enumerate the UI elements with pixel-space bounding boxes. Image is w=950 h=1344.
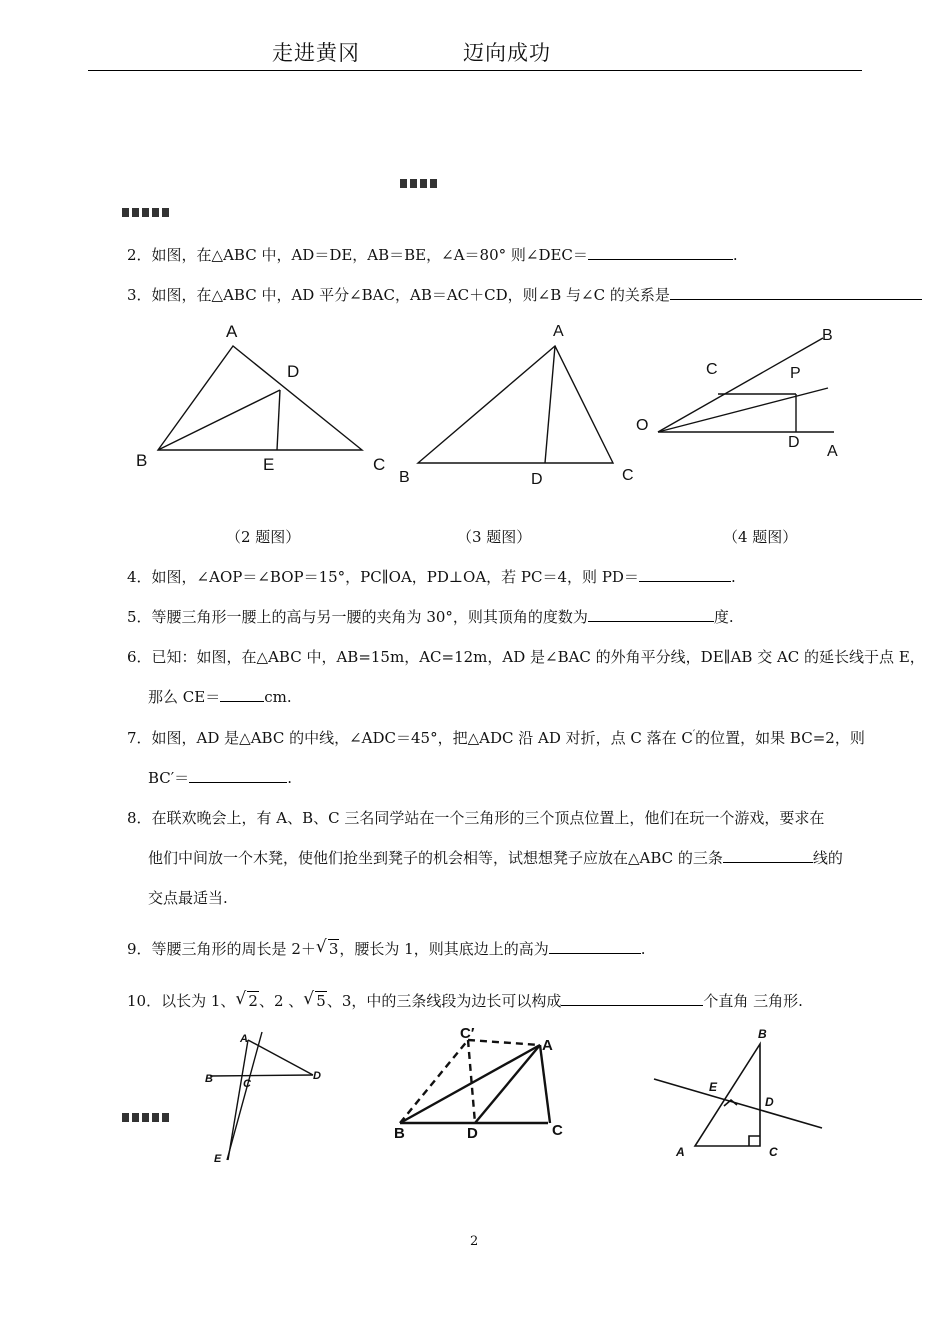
- q9-answer-blank[interactable]: [549, 939, 641, 954]
- header-rule: [88, 70, 862, 71]
- fig7-label-d: D: [467, 1125, 478, 1142]
- q8-text-b: 线的: [812, 849, 843, 867]
- question-8-line-2: [148, 847, 843, 868]
- q4-end: .: [730, 568, 736, 586]
- q7-answer-blank[interactable]: [189, 768, 287, 783]
- q2-answer-blank[interactable]: [588, 245, 733, 260]
- figure-2: [158, 346, 362, 450]
- question-3: [127, 284, 922, 305]
- fig8-label-d: D: [765, 1095, 774, 1109]
- fig6-label-d: D: [313, 1070, 321, 1082]
- figure-7: [400, 1040, 550, 1123]
- figure-4: [658, 338, 834, 432]
- question-7-line-2: [148, 767, 292, 788]
- q7-text-2: BC′＝: [148, 769, 190, 787]
- q9-end: .: [640, 940, 646, 958]
- figure-2-labels: [136, 322, 385, 474]
- figures-row-1: [0, 310, 950, 510]
- page-number: 2: [470, 1234, 479, 1249]
- q9-text-a: 9．等腰三角形的周长是 2＋: [127, 940, 316, 958]
- fig7-label-b: B: [394, 1125, 405, 1142]
- q8-text-a: 他们中间放一个木凳，使他们抢坐到凳子的机会相等，试想想凳子应放在△ABC 的三条: [148, 849, 723, 867]
- fig6-label-a: A: [240, 1033, 248, 1045]
- question-4: [127, 566, 736, 587]
- question-9: [127, 938, 646, 959]
- question-2: [127, 244, 738, 265]
- sqrt-2-radicand: 2: [248, 992, 258, 1010]
- question-8-line-1: 8．在联欢晚会上，有 A、B、C 三名同学站在一个三角形的三个顶点位置上，他们在玩一个游戏，要求在: [127, 809, 825, 827]
- q2-end: .: [732, 246, 738, 264]
- header-left: 走进黄冈: [272, 41, 360, 65]
- figures-row-2: [0, 1020, 950, 1170]
- question-10: [127, 990, 803, 1011]
- q7-text-a: 7．如图，AD 是△ABC 的中线，∠ADC＝45°，把△ADC 沿 AD 对折，点 C 落在 C: [127, 729, 693, 747]
- q5-end: 度.: [713, 608, 734, 626]
- fig2-label-a: A: [226, 322, 238, 341]
- fig7-label-c: C: [552, 1122, 563, 1139]
- q4-answer-blank[interactable]: [639, 567, 731, 582]
- q10-text-a: 10．以长为 1、: [127, 992, 236, 1010]
- fig7-label-c-prime: C′: [460, 1025, 475, 1042]
- q6-answer-blank[interactable]: [220, 687, 264, 702]
- q10-text-d: 个直角 三角形.: [703, 992, 803, 1010]
- question-6-line-1: 6．已知：如图，在△ABC 中，AB=15m，AC=12m，AD 是∠BAC 的外角平分线，DE∥AB 交 AC 的延长线于点 E，: [127, 648, 925, 666]
- q10-text-b: 、2 、: [258, 992, 304, 1010]
- q8-answer-blank[interactable]: [723, 848, 813, 863]
- q7-end: .: [287, 769, 292, 787]
- figure-6-labels: [205, 1033, 321, 1165]
- figure-6: [210, 1032, 313, 1160]
- fig2-caption: （2 题图）: [226, 528, 301, 546]
- fig6-label-b: B: [205, 1073, 213, 1085]
- figure-8: [654, 1044, 822, 1146]
- fig6-label-e: E: [214, 1153, 222, 1165]
- fig7-label-a: A: [542, 1037, 553, 1054]
- fig2-label-b: B: [136, 451, 148, 470]
- fig3-caption: （3 题图）: [457, 528, 532, 546]
- fig3-label-d: D: [531, 471, 543, 488]
- fig8-label-c: C: [769, 1145, 778, 1159]
- figure-8-labels: [675, 1027, 778, 1159]
- fig4-label-p: P: [790, 365, 801, 382]
- figure-3: [418, 346, 613, 463]
- question-8-line-3: 交点最适当.: [148, 889, 228, 907]
- fig4-label-d: D: [788, 434, 800, 451]
- header-right: 迈向成功: [463, 41, 551, 65]
- q10-answer-blank[interactable]: [561, 991, 703, 1006]
- q2-text: 2．如图，在△ABC 中，AD＝DE，AB＝BE，∠A＝80° 则∠DEC＝: [127, 246, 588, 264]
- sqrt-2: √ 2: [235, 989, 258, 1010]
- section-title: [400, 175, 440, 191]
- q4-text: 4．如图，∠AOP＝∠BOP＝15°，PC∥OA，PD⊥OA，若 PC＝4，则 PD＝: [127, 568, 639, 586]
- q6-text-a: 那么 CE＝: [148, 688, 221, 706]
- sqrt-3-radicand: 3: [328, 940, 339, 958]
- fig4-label-o: O: [636, 417, 649, 434]
- fig3-label-c: C: [622, 467, 634, 484]
- figure-7-labels: [394, 1025, 563, 1142]
- question-6-line-2: [148, 686, 292, 707]
- question-5: [127, 606, 734, 627]
- q5-text: 5．等腰三角形一腰上的高与另一腰的夹角为 30°，则其顶角的度数为: [127, 608, 588, 626]
- sqrt-5-radicand: 5: [316, 992, 326, 1010]
- fig2-label-e: E: [263, 455, 275, 474]
- fig4-label-c: C: [706, 361, 718, 378]
- q7-prime: ′: [692, 729, 696, 740]
- sqrt-3: √ 3: [315, 937, 339, 958]
- fig4-label-b: B: [822, 327, 833, 344]
- q5-answer-blank[interactable]: [588, 607, 714, 622]
- part-label-1: [122, 204, 172, 220]
- fig3-label-b: B: [399, 469, 410, 486]
- question-7-line-1: [127, 727, 865, 748]
- fig2-label-c: C: [373, 455, 386, 474]
- q7-text-c: 的位置，如果 BC=2，则: [695, 729, 865, 747]
- fig8-label-b: B: [758, 1027, 767, 1041]
- fig4-label-a: A: [827, 443, 838, 460]
- sqrt-5: √ 5: [303, 989, 326, 1010]
- fig6-label-c: C: [243, 1078, 251, 1090]
- q9-text-b: ，腰长为 1，则其底边上的高为: [339, 940, 549, 958]
- q6-text-b: cm.: [264, 688, 292, 706]
- q10-text-c: 、3，中的三条线段为边长可以构成: [326, 992, 562, 1010]
- fig8-label-a: A: [676, 1145, 685, 1159]
- fig8-label-e: E: [709, 1080, 718, 1094]
- fig3-label-a: A: [553, 323, 564, 340]
- q3-text: 3．如图，在△ABC 中，AD 平分∠BAC，AB＝AC＋CD，则∠B 与∠C 的关系是: [127, 286, 670, 304]
- q3-answer-blank[interactable]: [670, 285, 922, 300]
- fig2-label-d: D: [287, 362, 300, 381]
- fig4-caption: （4 题图）: [723, 528, 798, 546]
